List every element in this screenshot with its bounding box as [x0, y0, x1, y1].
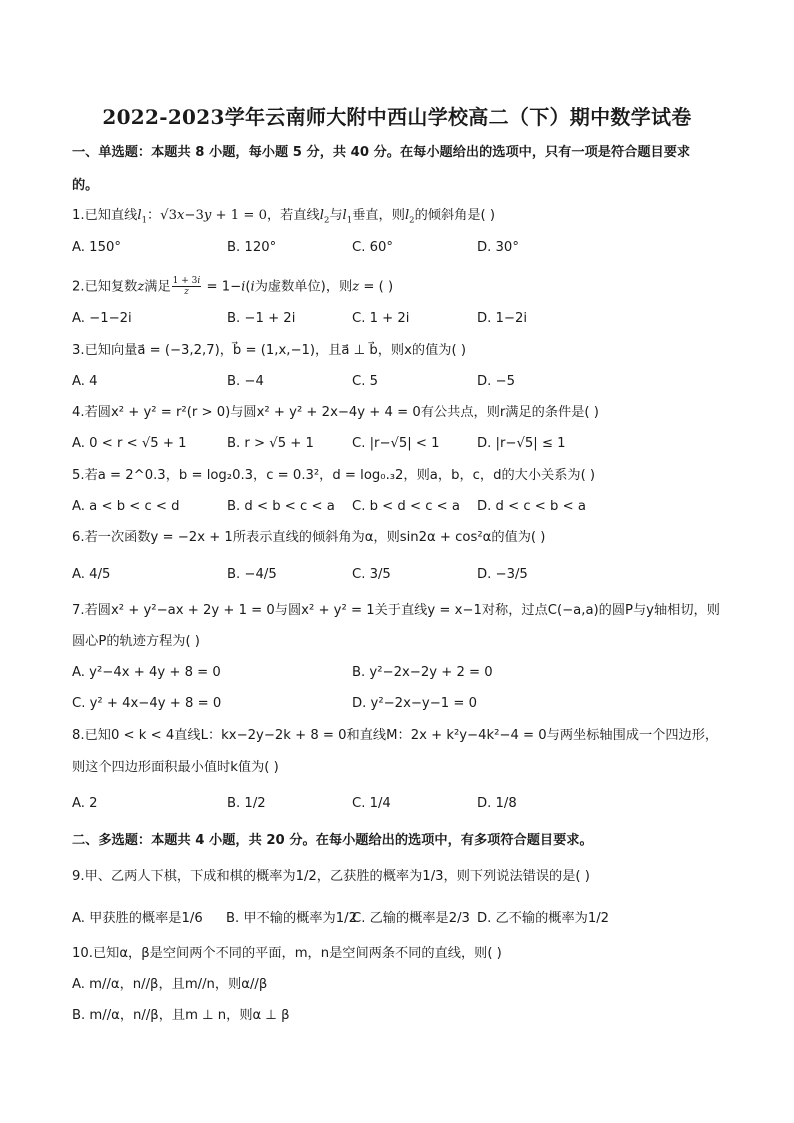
section1-heading: 一、单选题：本题共 8 小题，每小题 5 分，共 40 分。在每小题给出的选项中，只有一项是符合题目要求 — [72, 145, 691, 160]
question-1-option-c: C. 60° — [352, 240, 393, 255]
page-title: 2022-2023学年云南师大附中西山学校高二（下）期中数学试卷 — [102, 105, 692, 129]
question-1-option-a: A. 150° — [72, 240, 121, 255]
question-7-stem-cont: 圆心P的轨迹方程为( ) — [72, 634, 200, 649]
question-2-option-b: B. −1 + 2i — [227, 311, 296, 326]
question-5-stem: 5.若a = 2^0.3，b = log₂0.3，c = 0.3²，d = log₀.₃2，则a，b，c，d的大小关系为( ) — [72, 468, 596, 483]
question-8-option-c: C. 1/4 — [352, 796, 391, 811]
question-9-option-a: A. 甲获胜的概率是1/6 — [72, 911, 203, 926]
question-5-option-d: D. d < c < b < a — [477, 499, 586, 514]
question-2-option-c: C. 1 + 2i — [352, 311, 410, 326]
question-3-option-c: C. 5 — [352, 374, 378, 389]
question-9-option-c: C. 乙输的概率是2/3 — [352, 911, 470, 926]
question-2-option-a: A. −1−2i — [72, 311, 132, 326]
question-4-stem: 4.若圆x² + y² = r²(r > 0)与圆x² + y² + 2x−4y + 4 = 0有公共点，则r满足的条件是( ) — [72, 405, 599, 420]
section1-heading-cont: 的。 — [72, 178, 99, 193]
question-3-option-a: A. 4 — [72, 374, 98, 389]
question-6-option-c: C. 3/5 — [352, 567, 391, 582]
question-4-option-d: D. |r−√5| ≤ 1 — [477, 436, 566, 451]
question-4-option-c: C. |r−√5| < 1 — [352, 436, 440, 451]
question-5-option-b: B. d < b < c < a — [227, 499, 335, 514]
question-8-option-a: A. 2 — [72, 796, 98, 811]
question-5-option-c: C. b < d < c < a — [352, 499, 460, 514]
question-8-option-b: B. 1/2 — [227, 796, 266, 811]
question-9-stem: 9.甲、乙两人下棋，下成和棋的概率为1/2，乙获胜的概率为1/3，则下列说法错误的是( ) — [72, 869, 590, 884]
question-3-stem: 3.已知向量a⃗ = (−3,2,7)，b⃗ = (1,x,−1)，且a⃗ ⊥ b⃗，则x的值为( ) — [72, 343, 466, 358]
question-4-option-a: A. 0 < r < √5 + 1 — [72, 436, 187, 451]
question-8-option-d: D. 1/8 — [477, 796, 517, 811]
question-7-option-a: A. y²−4x + 4y + 8 = 0 — [72, 665, 221, 680]
question-10-stem: 10.已知α，β是空间两个不同的平面，m，n是空间两条不同的直线，则( ) — [72, 946, 502, 961]
section2-heading: 二、多选题：本题共 4 小题，共 20 分。在每小题给出的选项中，有多项符合题目要求。 — [72, 833, 593, 848]
question-10-option-a: A. m//α，n//β，且m//n，则α//β — [72, 977, 268, 992]
question-10-option-b: B. m//α，n//β，且m ⊥ n，则α ⊥ β — [72, 1008, 290, 1023]
question-3-option-d: D. −5 — [477, 374, 515, 389]
question-1-option-b: B. 120° — [227, 240, 277, 255]
question-7-stem: 7.若圆x² + y²−ax + 2y + 1 = 0与圆x² + y² = 1关于直线y = x−1对称，过点C(−a,a)的圆P与y轴相切，则 — [72, 603, 720, 618]
question-1-option-d: D. 30° — [477, 240, 519, 255]
question-9-option-b: B. 甲不输的概率为1/2 — [226, 911, 357, 926]
question-7-option-c: C. y² + 4x−4y + 8 = 0 — [72, 696, 222, 711]
question-2-option-d: D. 1−2i — [477, 311, 528, 326]
question-7-option-d: D. y²−2x−y−1 = 0 — [352, 696, 477, 711]
question-4-option-b: B. r > √5 + 1 — [227, 436, 314, 451]
question-8-stem-cont: 则这个四边形面积最小值时k值为( ) — [72, 760, 279, 775]
question-3-option-b: B. −4 — [227, 374, 264, 389]
question-7-option-b: B. y²−2x−2y + 2 = 0 — [352, 665, 493, 680]
question-6-option-d: D. −3/5 — [477, 567, 528, 582]
question-8-stem: 8.已知0 < k < 4直线L：kx−2y−2k + 8 = 0和直线M：2x + k²y−4k²−4 = 0与两坐标轴围成一个四边形， — [72, 728, 719, 743]
question-1-stem: 1.已知直线$l_1$：√3x−3y + 1 = 0，若直线$l_2$与$l_1$垂直，则$l_2$的倾斜角是( ) — [72, 208, 495, 226]
question-2-stem: 2.已知复数z满足 $\frac{1 + 3i}{z}$ = 1−i(i为虚数单位)，则z = ( ) — [72, 276, 394, 297]
question-5-option-a: A. a < b < c < d — [72, 499, 180, 514]
question-9-option-d: D. 乙不输的概率为1/2 — [477, 911, 610, 926]
question-6-option-b: B. −4/5 — [227, 567, 277, 582]
question-6-option-a: A. 4/5 — [72, 567, 111, 582]
question-6-stem: 6.若一次函数y = −2x + 1所表示直线的倾斜角为α，则sin2α + cos²α的值为( ) — [72, 530, 546, 545]
